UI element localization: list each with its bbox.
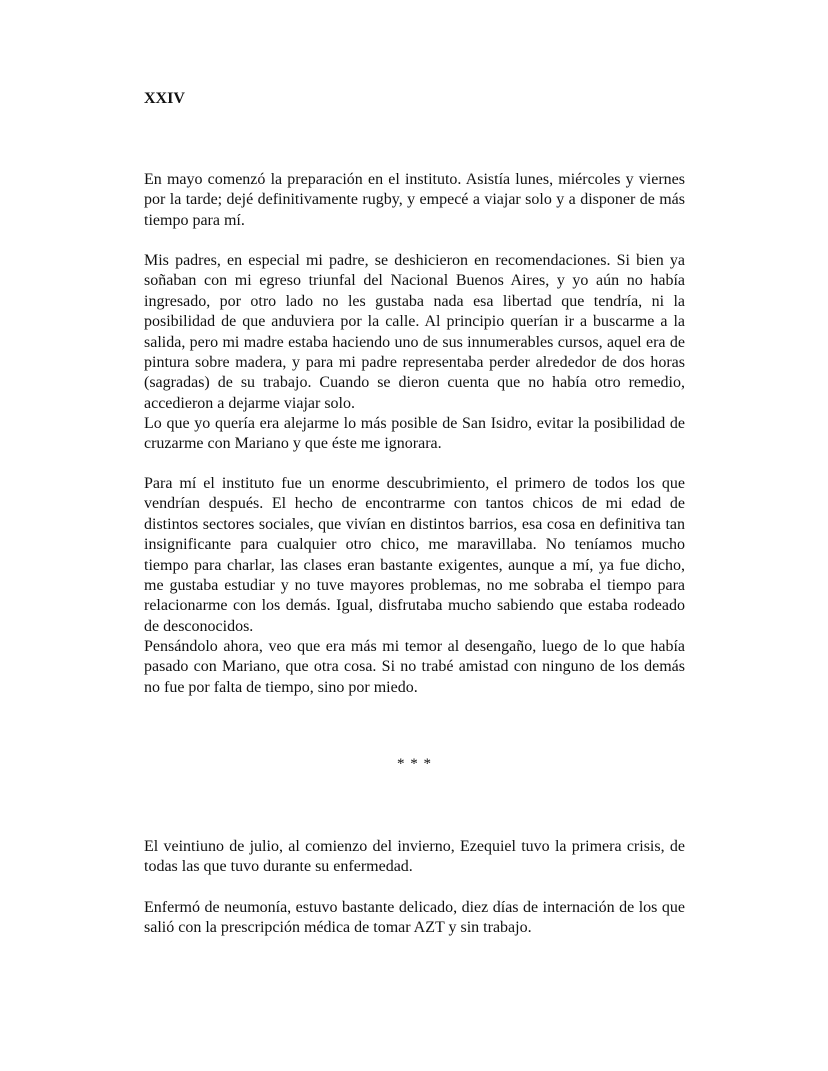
paragraph-7: Enfermó de neumonía, estuvo bastante delicado, diez días de internación de los que salió con la prescripción médica de tomar AZT y sin trabajo. [144,899,685,937]
paragraph-3: Lo que yo quería era alejarme lo más posible de San Isidro, evitar la posibilidad de cruzarme con Mariano y que éste me ignorara. [144,415,685,453]
paragraph-4: Para mí el instituto fue un enorme descubrimiento, el primero de todos los que vendrían después. El hecho de encontrarme con tantos chicos de mi edad de distintos sectores sociales, que vivían en distintos barrios, esa cosa en definitiva tan insignificante para cualquier otro chico, me maravillaba. No teníamos mucho tiempo para charlar, las clases eran bastante exigentes, aunque a mí, ya fue dicho, me gustaba estudiar y no tuve mayores problemas, no me sobraba el tiempo para relacionarme con los demás. Igual, disfrutaba mucho sabiendo que estaba rodeado de desconocidos. [144,475,685,635]
paragraph-5: Pensándolo ahora, veo que era más mi temor al desengaño, luego de lo que había pasado con Mariano, que otra cosa. Si no trabé amistad con ninguno de los demás no fue por falta de tiempo, sino por miedo. [144,638,685,696]
chapter-title: XXIV [144,90,185,107]
paragraph-2: Mis padres, en especial mi padre, se deshicieron en recomendaciones. Si bien ya soñaban con mi egreso triunfal del Nacional Buenos Aires, y yo aún no había ingresado, por otro lado no les gustaba nada esa libertad que tendría, ni la posibilidad de que anduviera por la calle. Al principio querían ir a buscarme a la salida, pero mi madre estaba haciendo uno de sus innumerables cursos, aquel era de pintura sobre madera, y para mi padre representaba perder alrededor de dos horas (sagradas) de su trabajo. Cuando se dieron cuenta que no había otro remedio, accedieron a dejarme viajar solo. [144,252,685,412]
section-separator: * * * [397,756,432,772]
paragraph-6: El veintiuno de julio, al comienzo del invierno, Ezequiel tuvo la primera crisis, de todas las que tuvo durante su enfermedad. [144,838,685,876]
paragraph-1: En mayo comenzó la preparación en el instituto. Asistía lunes, miércoles y viernes por la tarde; dejé definitivamente rugby, y empecé a viajar solo y a disponer de más tiempo para mí. [144,171,685,229]
